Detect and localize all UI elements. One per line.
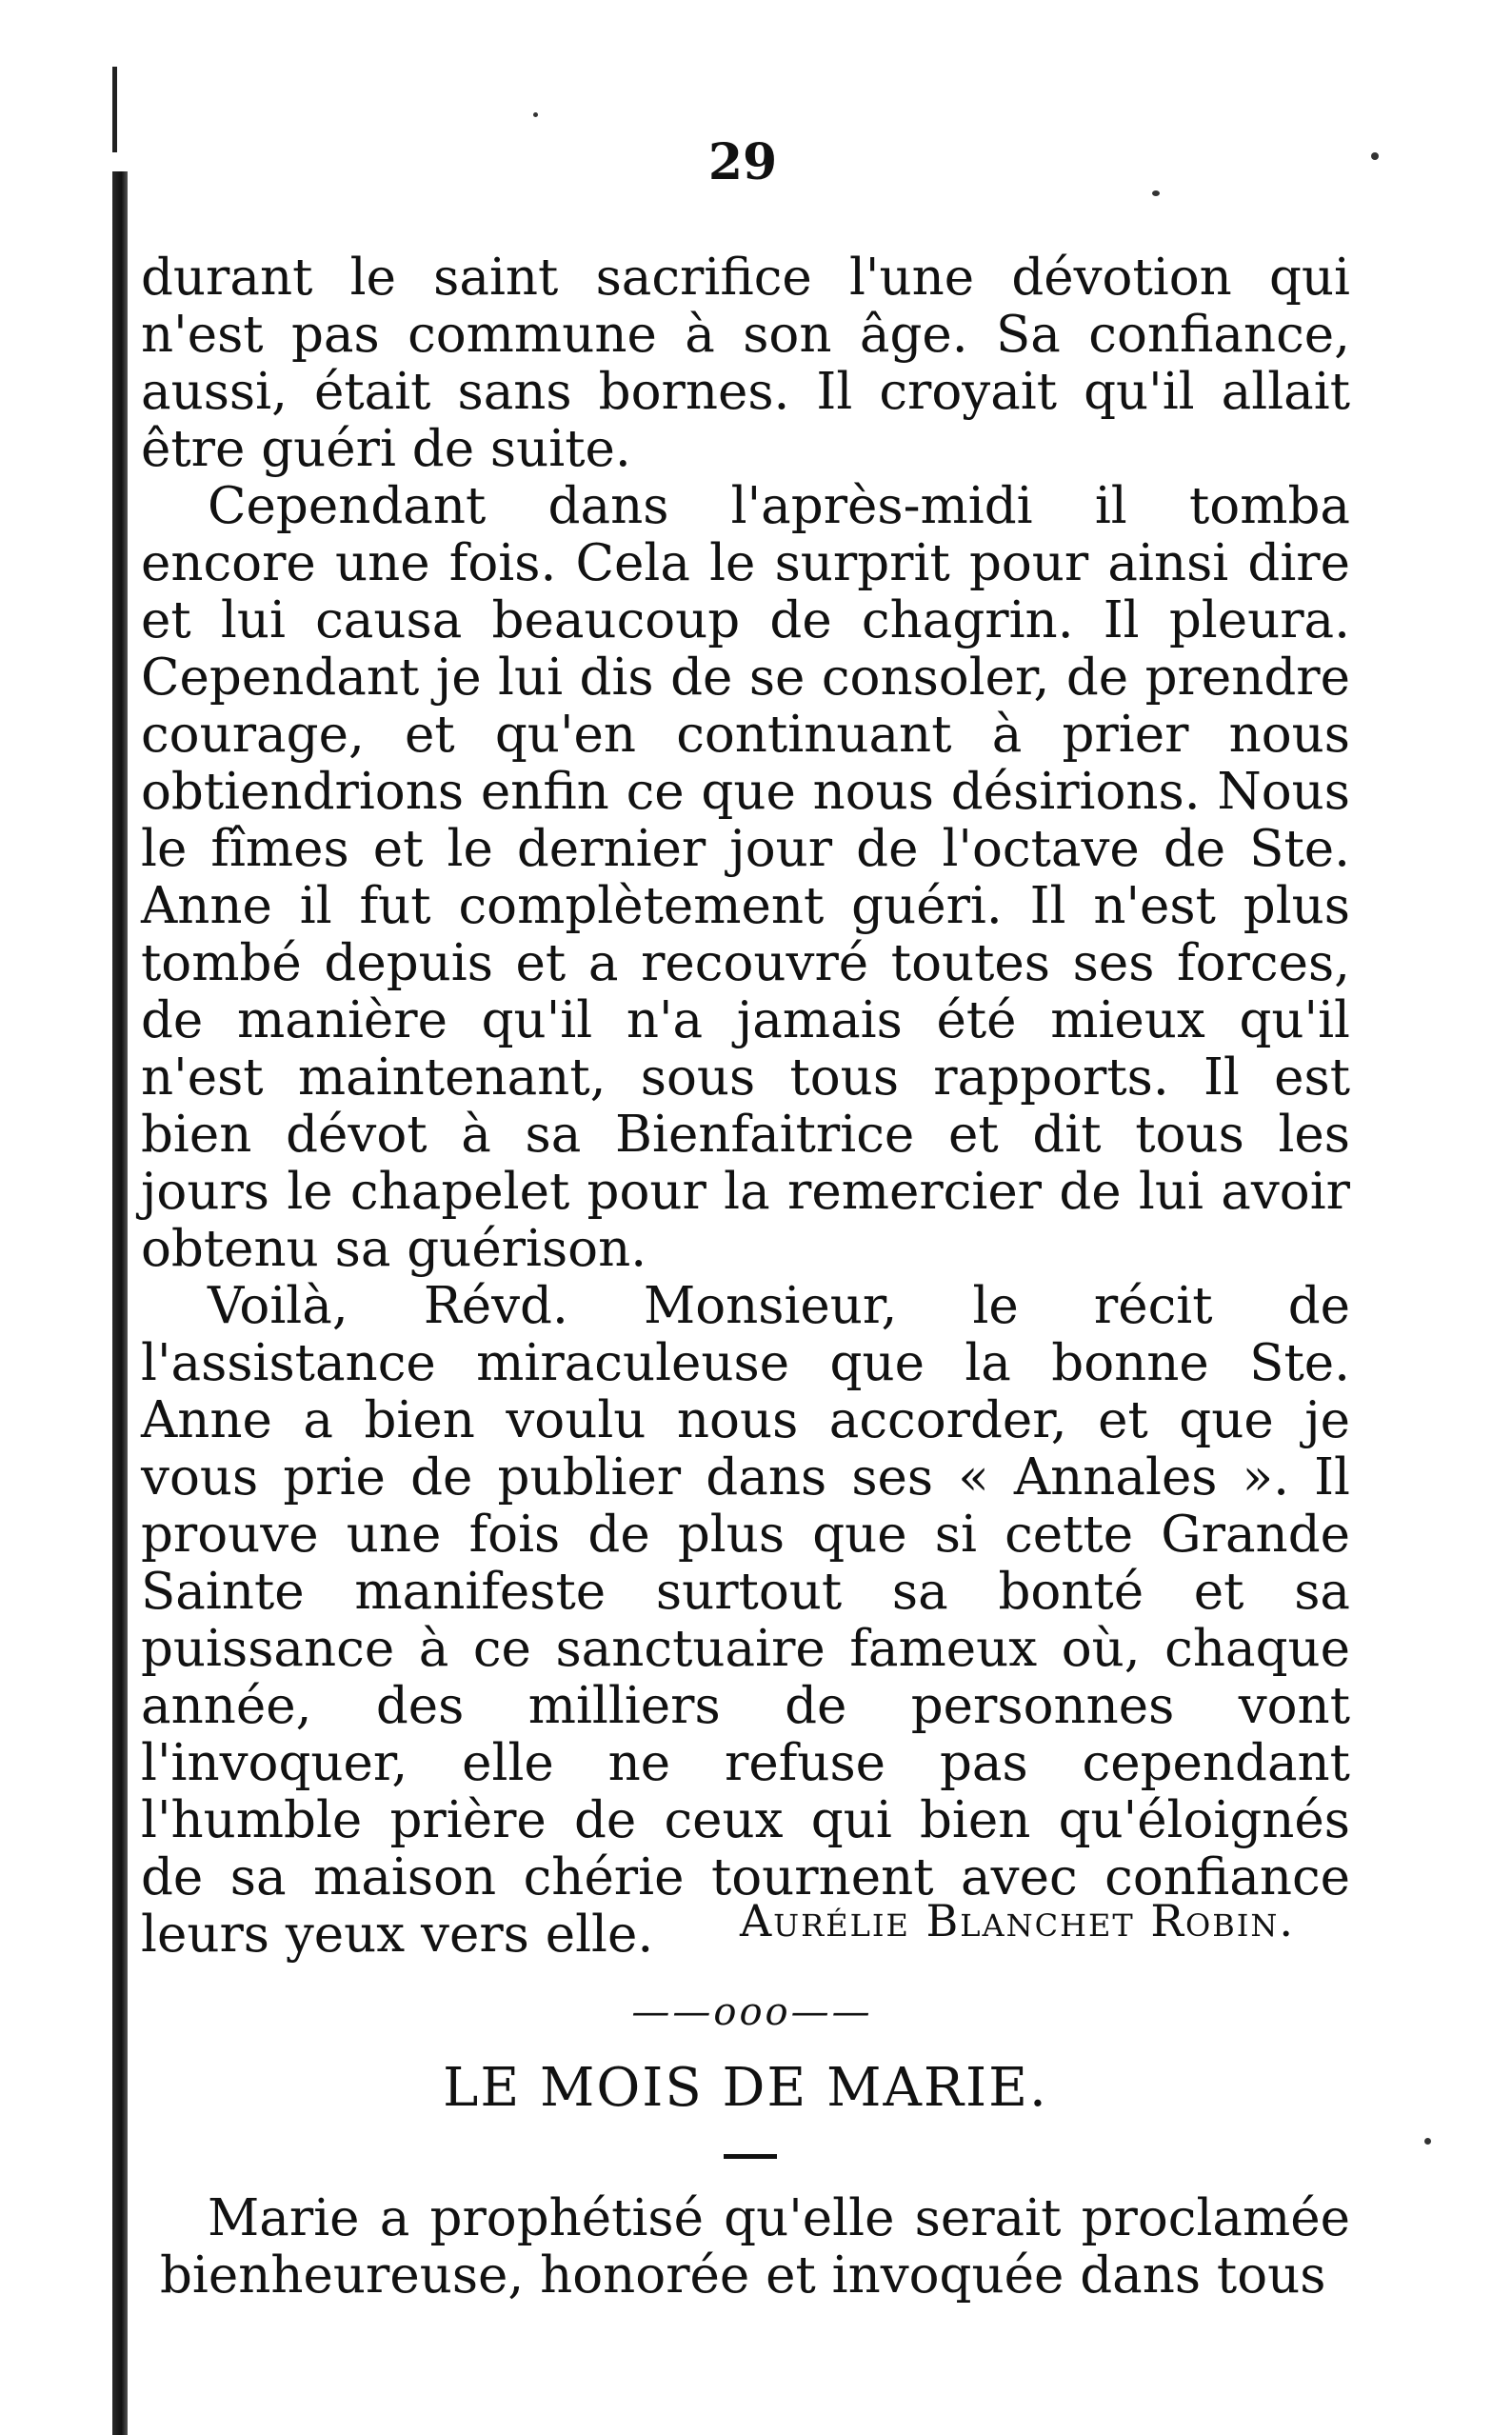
print-speck — [1424, 2138, 1431, 2145]
paragraph: durant le saint sacrifice l'une dévotion qui n'est pas commune à son âge. Sa confiance, aussi, était sans bornes. Il croyait qu'il allait être guéri de suite. — [141, 249, 1350, 478]
title-rule — [724, 2154, 777, 2159]
paragraph: Marie a prophétisé qu'elle serait proclamée bienheureuse, honorée et invoquée dans tous — [160, 2189, 1350, 2305]
print-speck — [1371, 152, 1379, 160]
section-title: LE MOIS DE MARIE. — [443, 2057, 1048, 2119]
section-separator: ——ooo—— — [631, 1990, 873, 2034]
binding-edge — [112, 171, 128, 2435]
paragraph: Voilà, Révd. Monsieur, le récit de l'assistance miraculeuse que la bonne Ste. Anne a bien voulu nous accorder, et que je vous prie de publier dans ses « Annales ». Il prouve une fois de plus que si cette Grande Sainte manifeste surtout sa bonté et sa puissance à ce sanctuaire fameux où, chaque année, des milliers de personnes vont l'invoquer, elle ne refuse pas cependant l'humble prière de ceux qui bien qu'éloignés de sa maison chérie tournent avec confiance leurs yeux vers elle. — [141, 1277, 1350, 1964]
binding-edge-top — [112, 67, 117, 152]
print-speck — [1152, 190, 1160, 196]
paragraph: Cependant dans l'après-midi il tomba encore une fois. Cela le surprit pour ainsi dire et lui causa beaucoup de chagrin. Il pleura. Cependant je lui dis de se consoler, de prendre courage, et qu'en continuant à prier nous obtiendrions enfin ce que nous désirions. Nous le fîmes et le dernier jour de l'octave de Ste. Anne il fut complètement guéri. Il n'est plus tombé depuis et a recouvré toutes ses forces, de manière qu'il n'a jamais été mieux qu'il n'est maintenant, sous tous rapports. Il est bien dévot à sa Bienfaitrice et dit tous les jours le chapelet pour la remercier de lui avoir obtenu sa guérison. — [141, 477, 1350, 1278]
page-number: 29 — [707, 133, 778, 191]
section-opening-text — [160, 2190, 1350, 2305]
letter-signature: Aurélie Blanchet Robin. — [739, 1895, 1295, 1946]
body-text — [141, 249, 1350, 1964]
print-speck — [533, 112, 538, 117]
